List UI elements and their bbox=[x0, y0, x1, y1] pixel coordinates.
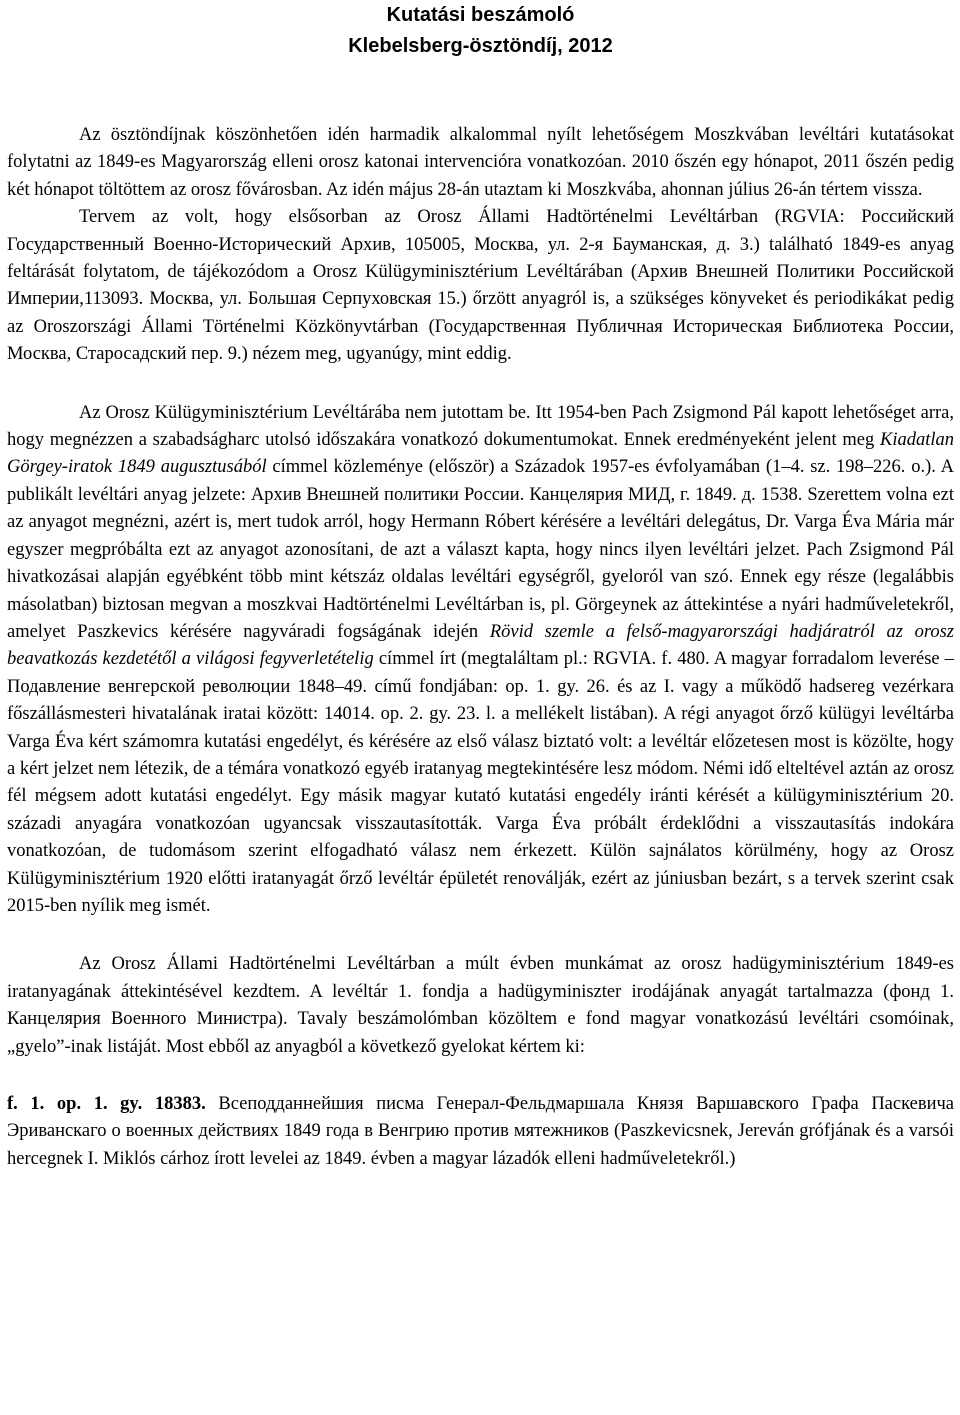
paragraph-file-entry bbox=[7, 1091, 954, 1173]
paragraph-military-archive: Az Orosz Állami Hadtörténelmi Levéltárban a múlt évben munkámat az orosz hadügyminisztérium 1849-es iratanyagának áttekintésével kezdtem. A levéltár 1. fondja a hadügyminiszter irodájának anyagát tartalmazza (фонд 1. Канцелярия Военного Министра). Tavaly beszámolómban közöltem e fond magyar vonatkozású levéltári csomóinak, „gyelo”-inak listáját. Most ebből az anyagból a következő gyelokat kértem ki: bbox=[7, 954, 954, 1057]
file-description: Всеподданнейшия писма Генерал-Фельдмаршала Князя Варшавского Графа Паскевича Эриванскаго о военных действиях 1849 года в Венгрию против мятежников (Paszkevicsnek, Jereván grófjának és a varsói hercegnek I. Miklós cárhoz írott levelei az 1849. évben a magyar lázadók elleni hadműveletekről.) bbox=[7, 1094, 954, 1169]
title-block bbox=[7, 0, 954, 62]
paragraph-foreign-ministry bbox=[7, 400, 954, 921]
file-reference: f. 1. op. 1. gy. 18383. bbox=[7, 1094, 206, 1114]
paragraph-intro: Az ösztöndíjnak köszönhetően idén harmadik alkalommal nyílt lehetőségem Moszkvában levéltári kutatásokat folytatni az 1849-es Magyarország elleni orosz katonai intervencióra vonatkozóan. 2010 őszén egy hónapot, 2011 őszén pedig két hónapot töltöttem az orosz fővárosban. Az idén május 28-án utaztam ki Moszkvába, ahonnan július 26-án tértem vissza. bbox=[7, 125, 954, 200]
italic-title: Kiadatlan Görgey-iratok 1849 augusztusából bbox=[7, 430, 954, 478]
report-title: Kutatási beszámoló bbox=[386, 4, 575, 26]
paragraph-text: címmel írt (megtaláltam pl.: RGVIA. f. 480. A magyar forradalom leverése – Подавление венгерской революции 1848–49. című fondjában: op. 1. gy. 26. és az I. vagy a működő hadsereg vezérkara főszállásmesteri hivatalának iratai között: 14014. op. 2. gy. 23. l. a mellékelt listában). A régi anyagot őrző külügyi levéltárba Varga Éva kért számomra kutatási engedélyt, és kérésére az első válasz biztató volt: a levéltár előzetesen most is közölte, hogy a kért jelzet nem létezik, de a témára vonatkozó egyéb iratanyag megtekintésére lesz módom. Némi idő elteltével aztán az orosz fél mégsem adott kutatási engedélyt. Egy másik magyar kutató kutatási engedély iránti kérését a külügyminisztérium 20. századi anyagára vonatkozóan ugyancsak visszautasították. Varga Éva próbált érdeklődni a visszautasítás indokára vonatkozóan, de tudomásom szerint elfogadható válasz nem érkezett. Külön sajnálatos körülmény, hogy az Orosz Külügyminisztérium 1920 előtti iratanyagát őrző levéltár épületét renoválják, ezért az júniusban bezárt, s a tervek szerint csak 2015-ben nyílik meg ismét. bbox=[7, 649, 955, 916]
italic-title: Rövid szemle a felső-magyarországi hadjáratról az orosz beavatkozás kezdetétől a világosi fegyverletételig bbox=[7, 621, 954, 670]
paragraph-text: Az Orosz Külügyminisztérium Levéltárába nem jutottam be. Itt 1954-ben Pach Zsigmond Pál kapott lehetőséget arra, hogy megnézzen a szabadságharc utolsó időszakára vonatkozó dokumentumokat. Ennek eredményeként jelent meg bbox=[7, 402, 954, 451]
paragraph-text: címmel közleménye (először) a Századok 1957-es évfolyamában (1–4. sz. 198–226. o.). A publikált levéltári anyag jelzete: Архив Внешней политики России. Канцелярия МИД, г. 1849. д. 1538. Szerettem volna ezt az anyagot megnézni, azért is, mert tudok arról, hogy Hermann Róbert kérésére a levéltári delegátus, Dr. Varga Éva Mária már egyszer megpróbálta ezt az anyagot azonosítani, de azt a választ kapta, hogy nincs ilyen levéltári jelzet. Pach Zsigmond Pál hivatkozásai alapján egyébként több mint kétszáz oldalas levéltári egységről, gyeloról van szó. Ennek egy része (legalábbis másolatban) biztosan megvan a moszkvai Hadtörténelmi Levéltárban is, pl. Görgeynek az áttekintése a nyári hadműveletekről, amelyet Paszkevics kérésére nagyváradi fogságának idején bbox=[7, 457, 954, 642]
paragraph-plan: Tervem az volt, hogy elsősorban az Orosz Állami Hadtörténelmi Levéltárban (RGVIA: Российский Государственный Военно-Исторический Архив, 105005, Москва, ул. 2-я Бауманская, д. 3.) található 1849-es anyag feltárását folytatom, de tájékozódom a Orosz Külügyminisztérium Levéltárában (Архив Внешней Политики Российской Империи,113093. Москва, ул. Большая Серпуховская 15.) őrzött anyagról is, a szükséges könyveket és periodikákat pedig az Oroszországi Állami Történelmi Közkönyvtárban (Государственная Публичная Историческая Библиотека России, Москва, Старосадский пер. 9.) nézem meg, ugyanúgy, mint eddig. bbox=[7, 207, 954, 365]
report-subtitle: Klebelsberg-ösztöndíj, 2012 bbox=[348, 35, 613, 57]
